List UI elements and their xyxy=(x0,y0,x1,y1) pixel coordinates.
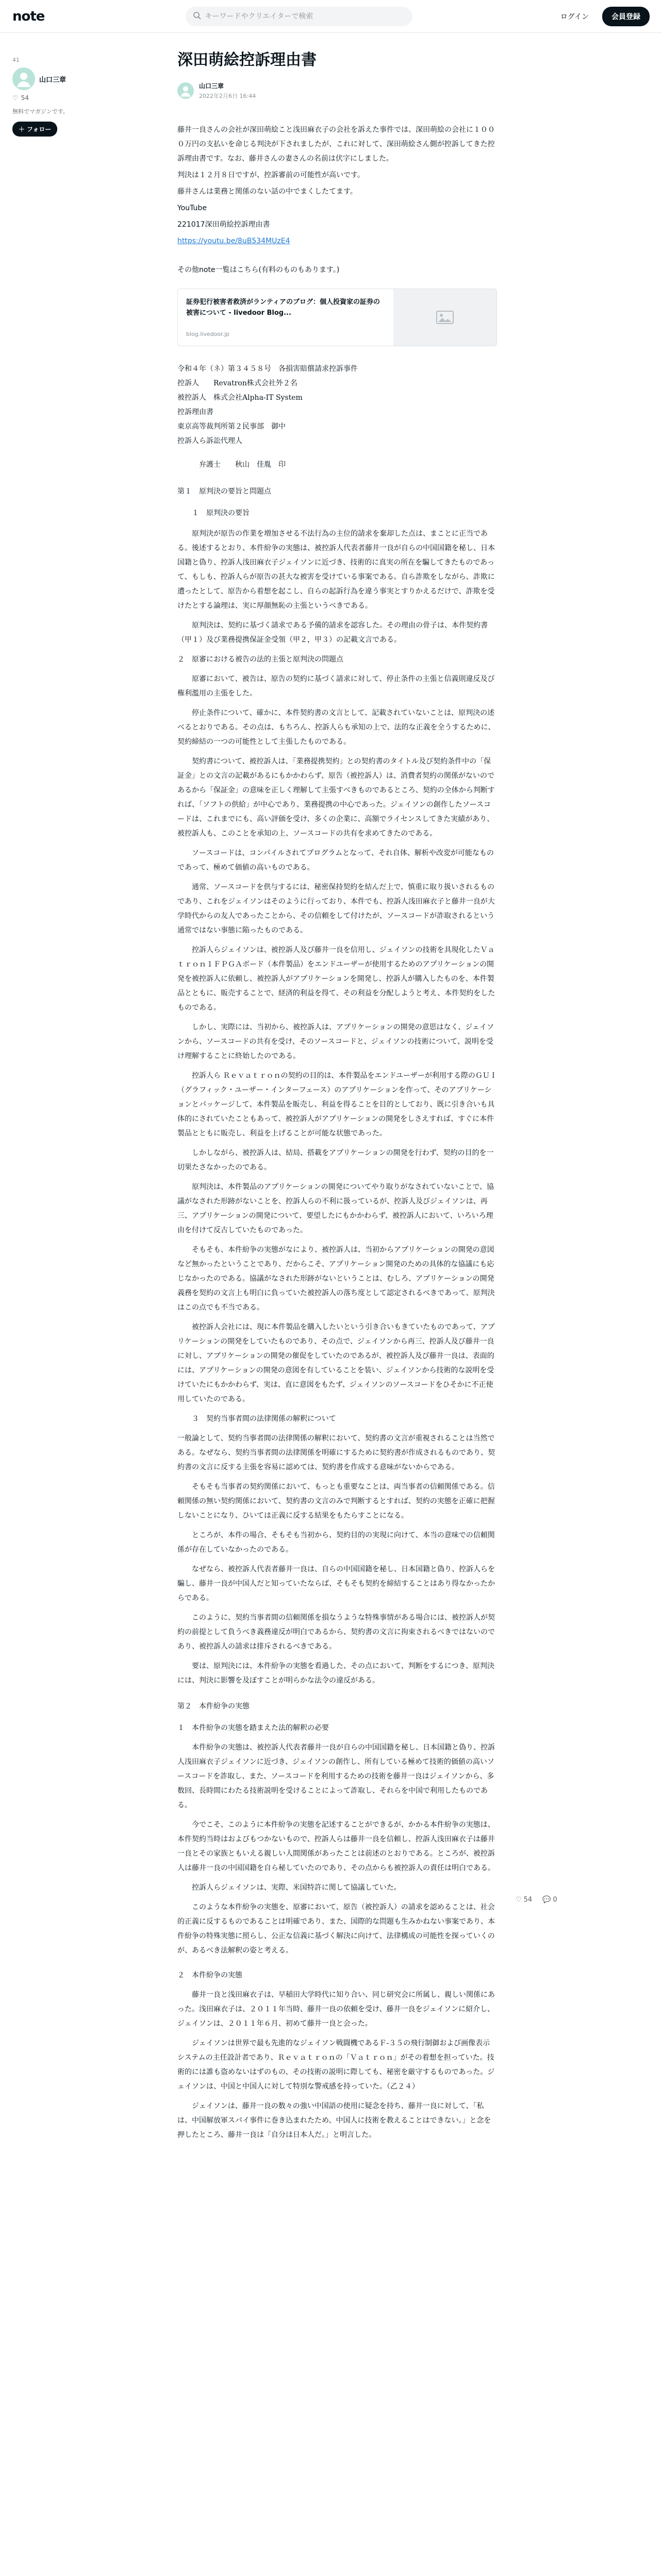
subsection-heading: １ 原判決の要旨 xyxy=(192,509,250,517)
link-card[interactable] xyxy=(177,289,497,346)
body-paragraph: 通常、ソースコードを供与するには、秘密保持契約を結んだ上で、慎重に取り扱いされるものであり、これをジェイソンはそのように行っており、本件でも、控訴人浅田麻衣子と藤井一良が大学時代からの友人であったことから、その信頼をして付けたが、ソースコードが詐取されるという通常ではない事態に陥ったものである。 xyxy=(177,883,495,935)
body-paragraph: このように、契約当事者間の信頼関係を損なうような特殊事情がある場合には、被控訴人が契約の前提として負うべき義務違反が明白であるから、契約書の文言に拘束されるべきではないのであり、被控訴人の請求は排斥されるべきである。 xyxy=(177,1614,495,1651)
link-card-domain: blog.livedoor.jp xyxy=(186,331,230,337)
body-paragraph: しかし、実際には、当初から、被控訴人は、アプリケーションの開発の意思はなく、ジェイソンから、ソースコードの共有を受け、そのソースコードと、ジェイソンの技術について、説明を受け理解することに終始したのである。 xyxy=(177,1023,494,1060)
body-paragraph: 要は、原判決には、本件紛争の実態を看過した、その点において、判断をするにつき、原判決には、判決に影響を及ぼすことが明らかな法令の違反がある。 xyxy=(177,1662,494,1685)
body-paragraph: 藤井一良と浅田麻衣子は、早稲田大学時代に知り合い、同じ研究会に所属し、親しい関係にあった。浅田麻衣子は、２０１１年当時、藤井一良の依頼を受け、藤井一良をジェイソンに紹介し、ジェイソンは、２０１１年６月、初めて藤井一良と会った。 xyxy=(177,1991,495,2028)
search-input[interactable] xyxy=(205,12,405,21)
body-paragraph: ジェイソンは世界で最も先進的なジェイソン戦闘機であるＦ‐３５の飛行制御および画像表示システムの主任設計者であり、Ｒｅｖａｔｒｏｎの「Ｖａｔｒｏｎ」がその着想を担っていた。技術的には誰も盗めないはずのもの、その技術の説明に際しても、秘密を厳守するものであった。ジェイソンは、中国と中国人に対して特別な警戒感を持っていた。（乙２４） xyxy=(177,2039,495,2091)
other-note-text: その他note一覧はこちら(有料のものもあります。) xyxy=(177,266,340,274)
link-card-thumbnail xyxy=(393,289,496,346)
body-paragraph: 控訴人らジェイソンは、実際、米国特許に関して協議していた。 xyxy=(192,1884,401,1892)
body-paragraph: 原判決が原告の作業を増加させる不法行為の主位的請求を棄却した点は、まことに正当である。後述するとおり、本件紛争の実態は、被控訴人代表者藤井一良が自らの中国国籍を秘し、日本国籍と偽り、控訴人浅田麻衣子ジェイソンに近づき、技術的に真実の所在を騙してきたものであって、もしも、控訴人らが原告の甚大な被害を受けている事案である。自ら詐欺をしながら、詐欺に遭ったとして、原告から着想を起こし、自らの起訴行為を違う事実とすりかえるだけで、詐欺を受けたとする論理は、実に厚顔無恥の主張というべきである。 xyxy=(177,530,495,610)
search-icon xyxy=(193,11,201,22)
case-header xyxy=(177,362,497,448)
case-line: 被控訴人 株式会社Alpha-IT System xyxy=(177,394,303,402)
sidebar-stats xyxy=(12,94,105,101)
pv-count: 41 xyxy=(12,57,20,63)
body-paragraph: なぜなら、被控訴人代表者藤井一良は、自らの中国国籍を秘し、日本国籍と偽り、控訴人らを騙し、藤井一良が中国人だと知っていたならば、そもそも契約を締結することはあり得なかったからである。 xyxy=(177,1565,495,1602)
comment-count: 0 xyxy=(553,1896,557,1904)
like-button[interactable] xyxy=(516,1896,532,1904)
article-body xyxy=(177,362,497,2142)
user-icon xyxy=(177,82,194,99)
intro-paragraph: 藤井一良さんの会社が深田萌絵こと浅田麻衣子の会社を訴えた事件では、深田萌絵の会社に１０００万円の支払いを命じる判決が下されましたが、これに対して、深田萌絵さん側が控訴してきた控訴理由書です。なお、藤井さんの妻さんの名前は伏字にしました。 xyxy=(177,126,495,163)
case-line: 令和４年（ネ）第３４５８号 各損害賠償請求控訴事件 xyxy=(177,365,358,373)
section-heading: 第２ 本件紛争の実態 xyxy=(177,1702,250,1710)
body-paragraph: 一般論として、契約当事者間の法律関係の解釈において、契約書の文言が重視されることは当然である。なぜなら、契約当事者間の法律関係を明確にするために契約書が作成されるものであり、契約書の文言に反する主張を容易に認めては、契約書を作成する意味がないからである。 xyxy=(177,1434,495,1471)
sidebar-desc: 無料でマガジンです。 xyxy=(12,108,69,115)
body-paragraph: 停止条件について、確かに、本件契約書の文言として、記載されていないことは、原判決の述べるとおりである。その点は、もちろん、控訴人らも承知の上で、法的な正義を全うするために、契約締結の一つの可能性として主張したものである。 xyxy=(177,709,495,746)
body-paragraph: このような本件紛争の実態を、原審において、原告（被控訴人）の請求を認めることは、社会的正義に反するものであることは明確であり、また、国際的な問題も生みかねない事案であり、本件紛争の特殊実態に照らし、公正な信義に基づく解決に向けて、法律構成の可能性を探っていくのが、あるべき法解釈の姿と考える。 xyxy=(177,1903,495,1955)
avatar[interactable] xyxy=(12,67,35,90)
floating-actions xyxy=(516,1896,557,1904)
comment-icon: 💬 xyxy=(542,1896,551,1904)
body-paragraph: 本件紛争の実態は、被控訴人代表者藤井一良が自らの中国国籍を秘し、日本国籍と偽り、控訴人浅田麻衣子ジェイソンに近づき、ジェイソンの創作し、所有している極めて技術的価値の高いソースコードを詐取し、また、ソースコードを利用するための技術を藤井一良はジェイソンから、多数回、長時間にわたる技術説明を受けることによって詐取し、それらを中国で利用したものである。 xyxy=(177,1743,495,1809)
signature: 弁護士 秋山 佳胤 印 xyxy=(199,461,286,469)
body-paragraph: １ 本件紛争の実態を踏まえた法的解釈の必要 xyxy=(177,1724,329,1732)
header-buttons xyxy=(553,7,650,26)
body-paragraph: ２ 本件紛争の実態 xyxy=(177,1971,242,1979)
body-paragraph: 控訴人ら Ｒｅｖａｔｒｏｎの契約の目的は、本件製品をエンドユーザーが利用する際のＧＵＩ（グラフィック・ユーザー・インターフェース）のアプリケーションを作って、そのアプリケーションとパッケージして、本件製品を販売し、利益を得ることを目的としており、既に引き合いも具体的にされていたこともあって、被控訴人がアプリケーションの開発をしさえすれば、すぐに本件製品とともに販売し、利益を上げることが可能な状態であった。 xyxy=(177,1072,497,1138)
intro-paragraph: 藤井さんは業務と関係のない話の中でまくしたてます。 xyxy=(177,188,357,196)
comment-button[interactable] xyxy=(542,1896,557,1904)
intro-paragraph: YouTube xyxy=(177,204,207,212)
user-icon xyxy=(12,67,35,90)
search-box xyxy=(186,7,412,26)
youtube-link[interactable]: https://youtu.be/8uB534MUzE4 xyxy=(177,237,290,245)
body-paragraph: 原判決は、本件製品のアプリケーションの開発についてやり取りがなされていないことで、協議がなされた形跡がないことを、控訴人らの不利に扱っているが、控訴人及びジェイソンは、再三、アプリケーションの開発について、要望したにもかかわらず、被控訴人において、いろいろ理由を付けて反古していたものであった。 xyxy=(177,1183,494,1234)
site-header xyxy=(0,0,662,33)
body-paragraph: 契約書について、被控訴人は、「業務提携契約」との契約書のタイトル及び契約条件中の「保証金」との文言の記載があるにもかかわらず、原告（被控訴人）は、消費者契約の関係がないのであるから「保証金」の意味を正しく理解して主張すべきものであるところ、契約の全体から判断すれば、「ソフトの供給」が中心であり、業務提携の中心であった。ジェイソンの創作したソースコードは、これまでにも、高い評価を受け、多くの企業に、高額でライセンスしてきた実績があり、被控訴人も、このことを承知の上、ソースコードの共有を求めてきたのである。 xyxy=(177,757,495,838)
link-card-body xyxy=(178,289,393,346)
login-button[interactable]: ログイン xyxy=(560,12,589,21)
body-paragraph: そもそも当事者の契約関係において、もっとも重要なことは、両当事者の信頼関係である。信頼関係の無い契約関係において、契約書の文言のみで判断するとすれば、契約の実態を正確に把握しないことになり、ひいては正義に反する結果をもたらすことになる。 xyxy=(177,1483,495,1520)
body-paragraph: 被控訴人会社には、現に本件製品を購入したいという引き合いもきていたものであって、アプリケーションの開発をしていたものであり、その点で、ジェイソンから再三、控訴人及び藤井一良に対し、アプリケーションの開発の催促をしていたのであるが、被控訴人及び藤井一良は、表面的には、アプリケーションの開発の意図を有していることを装い、ジェイソンから技術的な説明を受けていたにもかかわらず、実は、直に意図をもたず、ジェイソンのソースコードをひそかに不正使用していたのである。 xyxy=(177,1323,495,1403)
like-count: 54 xyxy=(523,1896,533,1904)
intro-paragraph: 判決は１２月８日ですが、控訴審前の可能性が高いです。 xyxy=(177,171,365,179)
body-paragraph: 控訴人らジェイソンは、被控訴人及び藤井一良を信用し、ジェイソンの技術を具現化したＶａｔｒｏｎ１ＦＰＧＡボード（本件製品）をエンドユーザーが使用するためのアプリケーションの開発を被控訴人に依頼し、被控訴人がアプリケーションを開発し、控訴人が購入したものを、本件製品とともに、販売することで、経済的利益を得て、その利益を分配しようと考え、本件契約をしたものである。 xyxy=(177,946,495,1012)
body-paragraph: 原審において、被告は、原告の契約に基づく請求に対して、停止条件の主張と信義則違反及び権利濫用の主張をした。 xyxy=(177,675,495,698)
follow-label: フォロー xyxy=(27,125,52,133)
case-line: 控訴人ら訴訟代理人 xyxy=(177,437,242,445)
sidebar-likes: 54 xyxy=(21,94,29,101)
heart-icon: ♡ xyxy=(12,94,18,101)
body-paragraph: そもそも、本件紛争の実態がなにより、被控訴人は、当初からアプリケーションの開発の意図など無かったということであり、だからこそ、アプリケーション開発のための具体的な協議にも応じなかったのである。協議がなされた形跡がないということは、むしろ、アプリケーションの開発義務を契約の文言上も明白に負っていた被控訴人の落ち度として認定されるべきであって、原判決はこの点でも不当である。 xyxy=(177,1246,495,1312)
link-card-title: 証券犯行被害者救済がランティアのブログ：個人投資家の証券の被害について - livedoor Blog... xyxy=(186,298,380,317)
follow-button[interactable] xyxy=(12,122,57,137)
publish-date: 2022年2月6日 16:44 xyxy=(199,93,256,99)
sidebar-user-name[interactable]: 山口三章 xyxy=(39,76,67,84)
intro-paragraph: 221017深田萌絵控訴理由書 xyxy=(177,221,270,229)
body-paragraph: ２ 原審における被告の法的主張と原判決の問題点 xyxy=(177,655,343,664)
body-paragraph: ３ 契約当事者間の法律関係の解釈について xyxy=(192,1415,336,1423)
body-paragraph: 原判決は、契約に基づく請求である予備的請求を認容した。その理由の骨子は、本件契約書（甲１）及び業務提携保証金受領（甲２，甲３）の記載文言である。 xyxy=(177,621,488,644)
case-line: 東京高等裁判所第２民事部 御中 xyxy=(177,422,286,431)
image-placeholder-icon xyxy=(436,311,454,324)
sidebar-profile[interactable] xyxy=(12,67,105,90)
author-name[interactable]: 山口三章 xyxy=(199,82,224,90)
article xyxy=(177,49,497,2147)
plus-icon: ＋ xyxy=(19,125,25,133)
body-paragraph: 今でこそ、このように本件紛争の実態を記述することができるが、かかる本件紛争の実態は、本件契約当時はおよびもつかないもので、控訴人らは藤井一良を信頼し、控訴人浅田麻衣子は藤井一良とその家族ともいえる親しい人間関係があったことは前述のとおりである。ところが、被控訴人は藤井一良の中国国籍を自ら秘していたのであり、その点からも被控訴人の責任は明白である。 xyxy=(177,1821,495,1872)
intro xyxy=(177,123,497,277)
article-title: 深田萌絵控訴理由書 xyxy=(177,51,317,69)
body-paragraph: しかしながら、被控訴人は、結局、搭載をアプリケーションの開発を行わず、契約の目的を一切果たさなかったのである。 xyxy=(177,1149,494,1172)
body-paragraph: ところが、本件の場合、そもそも当初から、契約目的の実現に向けて、本当の意味での信頼関係が存在していなかったのである。 xyxy=(177,1531,495,1554)
section-heading: 第１ 原判決の要旨と問題点 xyxy=(177,487,271,496)
author-row xyxy=(177,81,497,100)
note-logo[interactable]: note xyxy=(12,8,45,24)
author-meta xyxy=(199,81,256,100)
case-line: 控訴理由書 xyxy=(177,408,213,416)
body-paragraph: ソースコードは、コンパイルされてプログラムとなって、それ自体、解析や改変が可能なものであって、極めて価値の高いものである。 xyxy=(177,849,494,872)
sidebar xyxy=(12,57,105,137)
author-avatar[interactable] xyxy=(177,82,194,99)
body-paragraph: ジェイソンは、藤井一良の数々の強い中国語の使用に疑念を持ち、藤井一良に対して、「私は、中国解放軍スパイ事件に巻き込まれたため、中国人に技術を教えることはできない。」と念を押したところ、藤井一良は「自分は日本人だ。」と明言した。 xyxy=(177,2102,491,2139)
search-area xyxy=(44,7,553,26)
heart-icon: ♡ xyxy=(516,1896,522,1904)
signup-button[interactable]: 会員登録 xyxy=(602,7,650,26)
case-line: 控訴人 Revatron株式会社外２名 xyxy=(177,379,297,387)
